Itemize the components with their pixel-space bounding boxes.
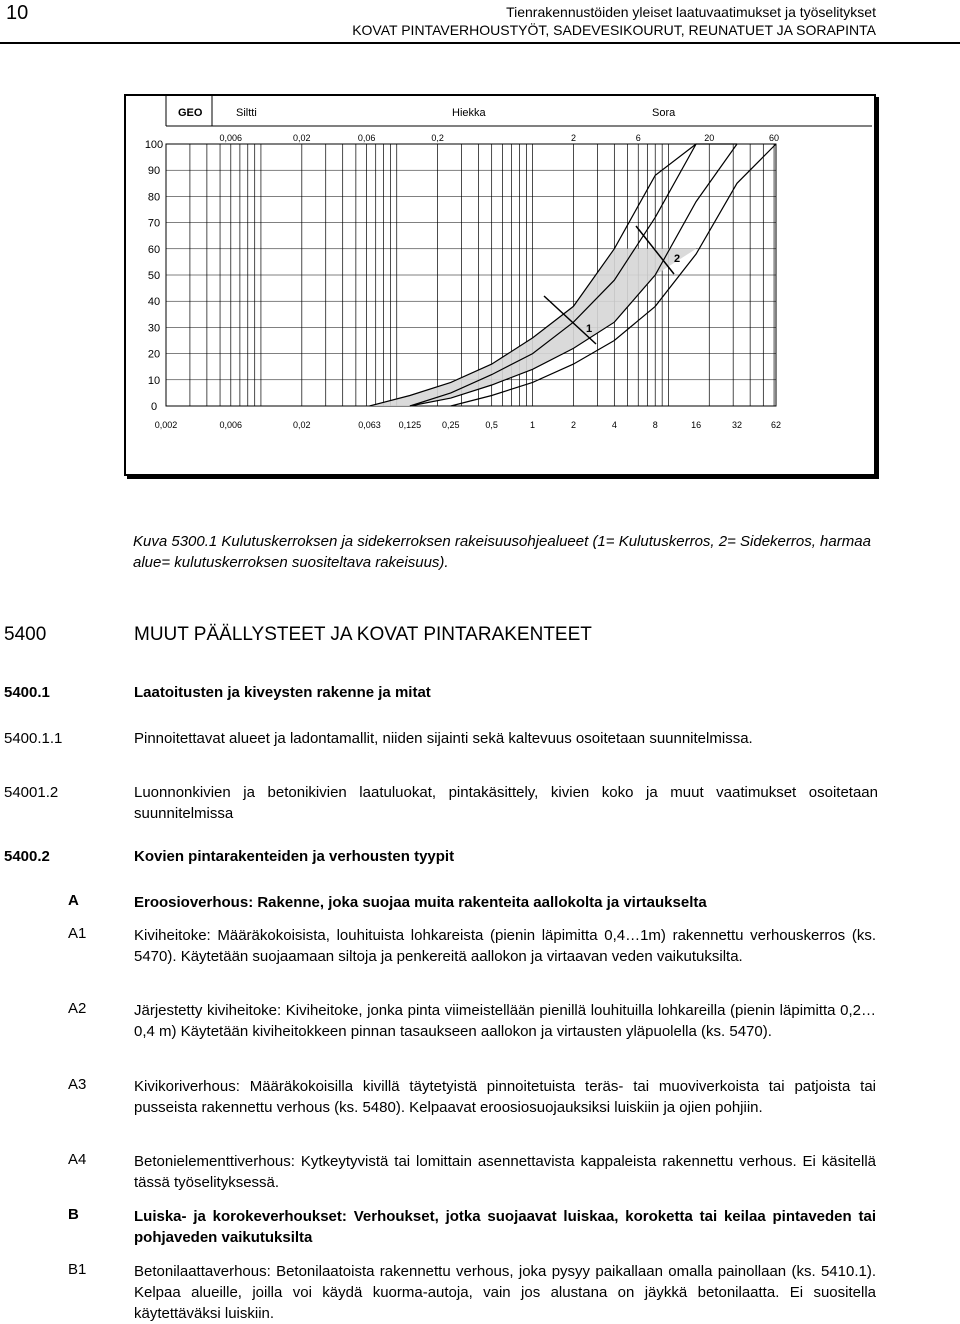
chart-x-tick-label: 0,125 (398, 420, 422, 430)
chart-x-tick-label: 62 (770, 420, 782, 430)
section-title: Kovien pintarakenteiden ja verhousten tyypit (134, 848, 455, 865)
chart-top-tick-label: 0,006 (219, 133, 243, 143)
item-label: A1 (68, 925, 87, 942)
chart-curve-label: 2 (674, 253, 681, 265)
chart-y-tick-label: 100 (144, 139, 164, 151)
chart-y-tick-label: 60 (147, 243, 161, 256)
chart-y-tick-label: 20 (147, 348, 161, 361)
chart-top-tick-label: 0,06 (357, 133, 376, 143)
item-label: A4 (68, 1151, 87, 1168)
chart-x-tick-label: 8 (652, 420, 658, 430)
header-line-2: KOVAT PINTAVERHOUSTYÖT, SADEVESIKOURUT, REUNATUET JA SORAPINTA (352, 22, 876, 38)
chart-header-label: GEO (178, 107, 203, 119)
chart-header-label: Sora (652, 107, 676, 119)
grading-chart-svg (126, 96, 874, 474)
item-text: Eroosioverhous: Rakenne, joka suojaa muita rakenteita aallokolta ja virtaukselta (134, 894, 707, 911)
section-number: 5400.2 (4, 848, 50, 865)
section-number: 5400.1 (4, 684, 50, 701)
item-label: B (68, 1206, 79, 1223)
chart-x-tick-label: 0,006 (219, 420, 243, 430)
item-text: Kiviheitoke: Määräkokoisista, louhituista lohkareista (pienin läpimitta 0,4…1m) rakennettu verhouskerros (ks. 5470). Käytetään suojaamaan siltoja ja penkereitä aallokon ja virtaavan veden vaikutuksilta. (134, 927, 876, 965)
chart-top-tick-label: 0,02 (293, 133, 311, 143)
chart-y-tick-label: 0 (150, 401, 158, 413)
chart-y-tick-label: 30 (147, 322, 161, 335)
chart-x-tick-label: 0,02 (293, 420, 311, 430)
paragraph-number: 5400.1.1 (4, 730, 63, 747)
chart-y-tick-label: 70 (147, 217, 161, 230)
chart-top-tick-label: 6 (635, 133, 641, 143)
chapter-title: MUUT PÄÄLLYSTEET JA KOVAT PINTARAKENTEET (134, 624, 592, 645)
item-text: Kivikoriverhous: Määräkokoisilla kivillä täytetyistä pinnoitetuista teräs- tai muoviverkoista tai patjoista tai pusseista rakennettu verhous (ks. 5480). Kelpaavat eroosiosuojauksiksi luiskiin ja ojien pohjiin. (134, 1078, 876, 1116)
chart-header-label: Hiekka (452, 107, 486, 119)
chart-x-tick-label: 0,25 (442, 420, 460, 430)
chart-top-tick-label: 60 (769, 133, 780, 143)
chart-y-tick-label: 50 (147, 270, 161, 282)
chart-x-tick-label: 0,5 (485, 420, 498, 430)
paragraph-text: Luonnonkivien ja betonikivien laatuluokat, pintakäsittely, kivien koko ja muut vaatimukset osoitetaan suunnitelmissa (134, 784, 878, 822)
chart-x-tick-label: 16 (691, 420, 702, 430)
section-title: Laatoitusten ja kiveysten rakenne ja mitat (134, 684, 431, 701)
chart-curve-label: 1 (586, 323, 593, 335)
chart-x-tick-label: 1 (530, 420, 536, 430)
item-text: Luiska- ja korokeverhoukset: Verhoukset, jotka suojaavat luiskaa, koroketta tai keilaa pintaveden tai pohjaveden vaikutuksilta (134, 1208, 876, 1246)
item-label: A3 (68, 1076, 87, 1093)
chart-x-tick-label: 0,063 (358, 420, 381, 430)
chart-x-tick-label: 32 (731, 420, 742, 430)
chart-top-tick-label: 2 (570, 133, 576, 143)
chart-x-tick-label: 4 (611, 420, 617, 430)
chart-y-tick-label: 40 (147, 296, 161, 309)
figure-caption: Kuva 5300.1 Kulutuskerroksen ja sidekerroksen rakeisuusohjealueet (1= Kulutuskerros, 2= Sidekerros, harmaa alue= kulutuskerroksen suositeltava rakeisuus). (133, 533, 871, 571)
item-text: Betonilaattaverhous: Betonilaatoista rakennettu verhous, joka pysyy paikallaan omalla painollaan (ks. 5410.1). Kelpaa alueille, joilla voi käydä kuorma-autoja, vain jos alustana on jäykkä betonilaatta. Ei suositella käytettäväksi luiskiin. (134, 1263, 876, 1322)
chart-y-tick-label: 80 (147, 191, 161, 204)
page-number: 10 (6, 2, 29, 24)
item-text: Järjestetty kiviheitoke: Kiviheitoke, jonka pinta viimeistellään pienillä louhituilla lohkareilla (pienin läpimitta 0,2…0,4 m) Käytetään kiviheitokkeen pinnan tasaukseen aallokon ja virtausten yläpuolella (ks. 5470). (134, 1002, 876, 1040)
item-label: B1 (68, 1261, 87, 1278)
paragraph-text: Pinnoitettavat alueet ja ladontamallit, niiden sijainti sekä kaltevuus osoitetaan suunnitelmissa. (134, 730, 753, 747)
chart-x-tick-label: 2 (570, 420, 576, 430)
item-label: A2 (68, 1000, 87, 1017)
chart-top-tick-label: 20 (704, 133, 715, 143)
chart-y-tick-label: 90 (147, 165, 161, 178)
chart-header-label: Siltti (236, 107, 257, 119)
chart-y-tick-label: 10 (147, 374, 161, 387)
grading-chart (124, 94, 876, 476)
chart-x-tick-label: 0,002 (154, 420, 178, 430)
header-rule (0, 42, 960, 44)
item-text: Betonielementtiverhous: Kytkeytyvistä tai lomittain asennettavista kappaleista rakennettu verhous. Ei käsitellä tässä työselityksessä. (134, 1153, 876, 1191)
header-line-1: Tienrakennustöiden yleiset laatuvaatimukset ja työselitykset (506, 4, 876, 20)
chart-top-tick-label: 0,2 (431, 133, 444, 143)
paragraph-number: 54001.2 (4, 784, 59, 801)
item-label: A (68, 892, 79, 909)
chapter-number: 5400 (4, 624, 47, 645)
